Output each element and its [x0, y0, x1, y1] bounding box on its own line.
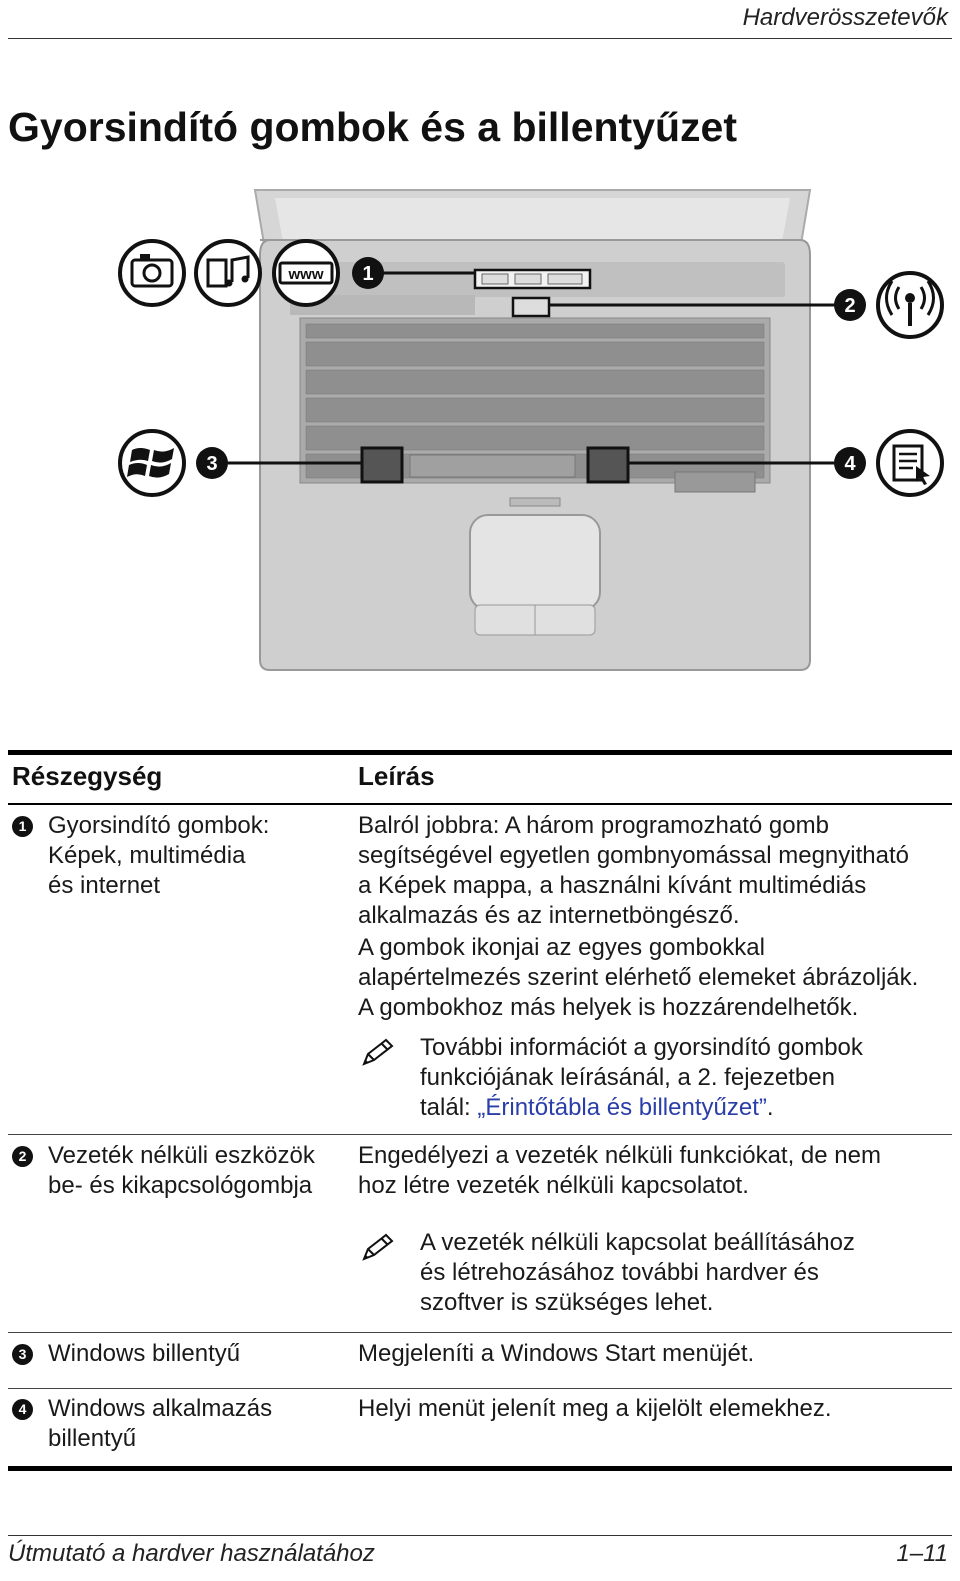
text-line: További információt a gyorsindító gombok: [420, 1034, 863, 1061]
svg-text:3: 3: [206, 453, 218, 475]
description-paragraph: [358, 933, 918, 1023]
text-line: Windows alkalmazás: [48, 1395, 273, 1422]
text-line: segítségével egyetlen gombnyomással megnyitható: [358, 842, 909, 869]
text-line: Helyi menüt jelenít meg a kijelölt elemekhez.: [358, 1395, 832, 1422]
row-divider: [8, 1388, 952, 1389]
text-line: A gombok ikonjai az egyes gombokkal: [358, 934, 765, 961]
row-number: 4: [12, 1399, 33, 1420]
text-line: alapértelmezés szerint elérhető elemeket ábrázolják.: [358, 964, 919, 991]
text-line: és létrehozásához további hardver és: [420, 1259, 819, 1286]
note-text: [420, 1033, 863, 1123]
text-line: szoftver is szükséges lehet.: [420, 1289, 714, 1316]
note-prefix: talál:: [420, 1094, 478, 1121]
note-suffix: .: [766, 1094, 774, 1121]
page-number: 1–11: [896, 1540, 948, 1567]
text-line: be- és kikapcsológombja: [48, 1172, 313, 1199]
chapter-link[interactable]: „Érintőtábla és billentyűzet”: [477, 1094, 767, 1121]
text-line: hoz létre vezeték nélküli kapcsolatot.: [358, 1172, 749, 1199]
text-line: billentyű: [48, 1425, 137, 1452]
component-cell: [48, 1394, 272, 1454]
description-cell: [358, 1141, 881, 1201]
description-cell: [358, 1394, 832, 1424]
description-cell: [358, 1339, 754, 1369]
header-rule: [8, 38, 952, 39]
text-line: alkalmazás és az internetböngésző.: [358, 902, 740, 929]
www-icon: [274, 241, 338, 305]
pencil-note-icon: [360, 1233, 396, 1265]
description-cell: [358, 811, 909, 931]
running-header: Hardverösszetevők: [742, 4, 948, 31]
text-line: Windows billentyű: [48, 1340, 241, 1367]
svg-text:1: 1: [362, 263, 374, 285]
text-line: Képek, multimédia: [48, 842, 246, 869]
text-line: Vezeték nélküli eszközök: [48, 1142, 315, 1169]
footer-rule: [8, 1535, 952, 1536]
row-number: 2: [12, 1146, 33, 1167]
row-divider: [8, 1332, 952, 1333]
row-number: 1: [12, 816, 33, 837]
column-header-component: Részegység: [12, 761, 163, 791]
wireless-icon: [878, 273, 942, 337]
text-line: Balról jobbra: A három programozható gomb: [358, 812, 829, 839]
component-cell: [48, 1141, 315, 1201]
text-line: Megjeleníti a Windows Start menüjét.: [358, 1340, 755, 1367]
text-line: Engedélyezi a vezeték nélküli funkciókat, de nem: [358, 1142, 881, 1169]
text-line: funkciójának leírásánál, a 2. fejezetben: [420, 1064, 835, 1091]
component-cell: [48, 1339, 240, 1369]
footer-book-title: Útmutató a hardver használatához: [8, 1540, 375, 1567]
page-title: Gyorsindító gombok és a billentyűzet: [8, 104, 737, 150]
pencil-note-icon: [360, 1038, 396, 1070]
multimedia-icon: [196, 241, 260, 305]
text-line: Gyorsindító gombok:: [48, 812, 270, 839]
table-top-rule: [8, 750, 952, 755]
text-line: [420, 1093, 863, 1123]
camera-icon: [120, 241, 184, 305]
text-line: a Képek mappa, a használni kívánt multimédiás: [358, 872, 867, 899]
column-header-description: Leírás: [358, 761, 435, 791]
row-number: 3: [12, 1344, 33, 1365]
component-cell: [48, 811, 269, 901]
note-text: [420, 1228, 855, 1318]
application-menu-icon: [878, 431, 942, 495]
table-header-rule: [8, 803, 952, 805]
svg-text:2: 2: [844, 295, 856, 317]
svg-text:4: 4: [844, 453, 856, 475]
text-line: A vezeték nélküli kapcsolat beállításához: [420, 1229, 855, 1256]
text-line: A gombokhoz más helyek is hozzárendelhetők.: [358, 994, 859, 1021]
row-divider: [8, 1134, 952, 1135]
laptop-figure: [110, 180, 950, 700]
www-label: www: [288, 266, 324, 283]
windows-logo-icon: [120, 431, 184, 495]
text-line: és internet: [48, 872, 161, 899]
table-bottom-rule: [8, 1466, 952, 1471]
